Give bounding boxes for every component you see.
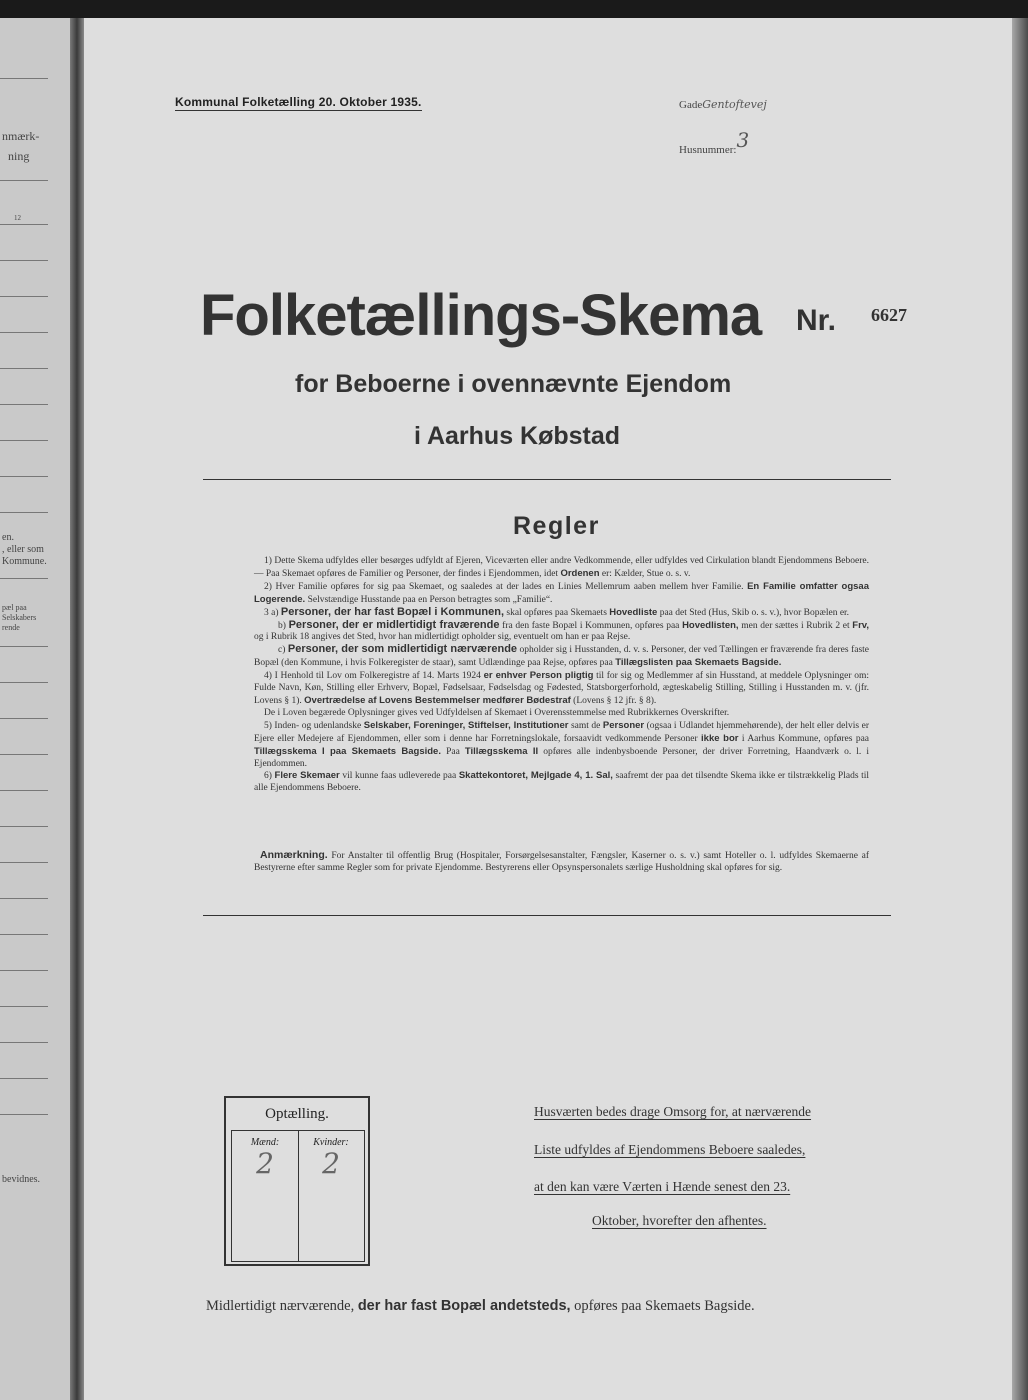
left-page-fragment: bevidnes. xyxy=(2,1174,41,1185)
count-box xyxy=(224,1096,370,1266)
remark xyxy=(254,850,869,875)
left-page-rule xyxy=(0,826,48,827)
house-number-label: Husnummer: xyxy=(679,144,737,156)
rules-heading: Regler xyxy=(513,512,600,540)
rule-3c: c) Personer, der som midlertidigt nærværende opholder sig i Husstanden, d. v. s. Personer, der ved Tællingen er fraværende fra deres faste Bopæl (den Kommune, i hvis Folkeregister de staar), samt Udlændinge paa Rejse, opføres paa Tillægslisten paa Skemaets Bagside. xyxy=(254,643,870,669)
rule-2: 2) Hver Familie opføres for sig paa Skemaet, og saaledes at der lades en Linies Mellemrum aaben mellem hver Familie. En Familie omfatter ogsaa Logerende. Selvstændige Husstande paa en Person betragtes som „Familie“. xyxy=(254,580,869,605)
rule-4-note: De i Loven begærede Oplysninger gives ved Udfyldelsen af Skemaet i Overensstemmelse med Rubrikkernes Overskrifter. xyxy=(264,707,730,718)
women-label: Kvinder: xyxy=(313,1137,349,1148)
left-page-rule xyxy=(0,682,48,683)
left-page-rule xyxy=(0,790,48,791)
subtitle-town: i Aarhus Købstad xyxy=(414,422,621,450)
count-title: Optælling. xyxy=(265,1106,329,1122)
street-value: Gentoftevej xyxy=(702,98,767,111)
left-page-rule xyxy=(0,512,48,513)
left-page-rule xyxy=(0,1078,48,1079)
instruction-line: Husværten bedes drage Omsorg for, at nærværende xyxy=(534,1104,812,1119)
left-page-rule xyxy=(0,332,48,333)
left-page-rule xyxy=(0,754,48,755)
left-page-rule xyxy=(0,180,48,181)
left-page-rule xyxy=(0,368,48,369)
left-page-rule xyxy=(0,260,48,261)
rule-3b: b) Personer, der er midlertidigt fraværende fra den faste Bopæl i Kommunen, opføres paa Hovedlisten, men der sættes i Rubrik 2 et Frv, og i Rubrik 18 angives det Sted, hvor han midlertidigt opholder sig, eventuelt om han er paa Rejse. xyxy=(254,618,869,643)
left-page-fragment: , eller som xyxy=(2,544,44,555)
remark-label: Anmærkning. xyxy=(260,849,328,861)
left-page-rule xyxy=(0,224,48,225)
street-field xyxy=(679,98,767,111)
remark-text: For Anstalter til offentlig Brug (Hospitaler, Forsørgelsesanstalter, Fængsler, Kaserner o. s. v.) samt Hoteller o. l. udfyldes Skemaerne af Bestyrerne efter samme Regler som for private Ejendomme. Bestyrerens eller Opsynspersonalets særlige Husholdning skal opføres for sig. xyxy=(254,851,870,873)
left-page-rule xyxy=(0,1042,48,1043)
rule-3a: 3 a) Personer, der har fast Bopæl i Kommunen, skal opføres paa Skemaets Hovedliste paa det Sted (Hus, Skib o. s. v.), hvor Bopælen er. xyxy=(264,605,850,618)
number-label: Nr. xyxy=(796,304,837,337)
left-page-rule xyxy=(0,78,48,79)
men-count: 2 xyxy=(256,1147,274,1180)
rule-4: 4) I Henhold til Lov om Folkeregistre af 14. Marts 1924 er enhver Person pligtig til for sig og Medlemmer af sin Husstand, at meddele Oplysninger om: Fulde Navn, Køn, Stilling eller Erhverv, Bopæl, Fødselsaar, Fødselsdag og Fødested, Statsborgerforhold, ægteskabelig Stilling, Stilling i Husstanden m. v. (jfr. Lovens § 1). Overtrædelse af Lovens Bestemmelser medfører Bødestraf (Lovens § 12 jfr. § 8). xyxy=(254,670,870,706)
left-page-rule xyxy=(0,296,48,297)
left-page-fragment: 12 xyxy=(14,214,21,222)
left-page-rule xyxy=(0,970,48,971)
census-header: Kommunal Folketælling 20. Oktober 1935. xyxy=(175,95,422,109)
form-title: Folketællings-Skema xyxy=(200,283,762,348)
left-page-rule xyxy=(0,718,48,719)
rule-1: 1) Dette Skema udfyldes eller besørges udfyldt af Ejeren, Viceværten eller andre Vedkommende, eller udfyldes ved Cirkulation blandt Ejendommens Beboere. — Paa Skemaet opføres de Familier og Personer, der findes i Ejendommen, idet Ordenen er: Kælder, Stue o. s. v. xyxy=(254,556,869,579)
rule-5: 5) Inden- og udenlandske Selskaber, Foreninger, Stiftelser, Institutioner samt de Personer (ogsaa i Udlandet hjemmehørende), der helt eller delvis er Ejere eller Medejere af Ejendommen, eller som i denne har Forretningslokale, forsaavidt vedkommende Personer ikke bor i Aarhus Kommune, opføres paa Tillægsskema I paa Skemaets Bagside. Paa Tillægsskema II opføres alle indenbysboende Personer, der driver Forretning, Haandværk o. l. i Ejendommen. xyxy=(254,719,870,769)
left-page-rule xyxy=(0,646,48,647)
divider xyxy=(203,915,891,916)
footer-note: Midlertidigt nærværende, der har fast Bopæl andetsteds, opføres paa Skemaets Bagside. xyxy=(206,1298,755,1314)
book-gutter xyxy=(70,18,84,1400)
left-page-fragment: Kommune. xyxy=(2,556,47,567)
left-page-fragment: en. xyxy=(2,532,14,543)
left-page-fragment: rende xyxy=(2,623,20,632)
left-page-rule xyxy=(0,898,48,899)
left-page-fragment: Selskabers xyxy=(2,613,37,622)
street-label: Gade xyxy=(679,99,703,111)
men-label: Mænd: xyxy=(250,1137,280,1148)
left-page-edge xyxy=(0,18,70,1400)
women-count: 2 xyxy=(322,1147,340,1180)
house-number-field xyxy=(679,128,750,158)
left-page-fragment: pæl paa xyxy=(2,603,27,612)
page-edge-shadow xyxy=(1012,18,1028,1400)
left-page-rule xyxy=(0,1006,48,1007)
instruction-line: Oktober, hvorefter den afhentes. xyxy=(592,1213,767,1228)
left-page-rule xyxy=(0,476,48,477)
left-page-rule xyxy=(0,1114,48,1115)
left-page-fragment: ning xyxy=(8,149,30,163)
count-table xyxy=(231,1130,365,1262)
rules-text xyxy=(254,556,869,795)
instruction-line: Liste udfyldes af Ejendommens Beboere saaledes, xyxy=(534,1142,806,1157)
left-page-rule xyxy=(0,934,48,935)
divider xyxy=(203,479,891,480)
instruction-line: at den kan være Værten i Hænde senest den 23. xyxy=(534,1179,791,1194)
left-page-rule xyxy=(0,578,48,579)
form-number: 6627 xyxy=(871,305,907,325)
left-page-rule xyxy=(0,440,48,441)
house-number-value: 3 xyxy=(736,128,750,152)
left-page-fragment: nmærk- xyxy=(2,129,40,143)
left-page-rule xyxy=(0,404,48,405)
rule-6: 6) Flere Skemaer vil kunne faas udleverede paa Skattekontoret, Mejlgade 4, 1. Sal, saafremt der paa det tilsendte Skema ikke er tilstrækkelig Plads til alle Ejendommens Beboere. xyxy=(254,770,870,794)
subtitle-residents: for Beboerne i ovennævnte Ejendom xyxy=(295,370,732,398)
left-page-rule xyxy=(0,862,48,863)
